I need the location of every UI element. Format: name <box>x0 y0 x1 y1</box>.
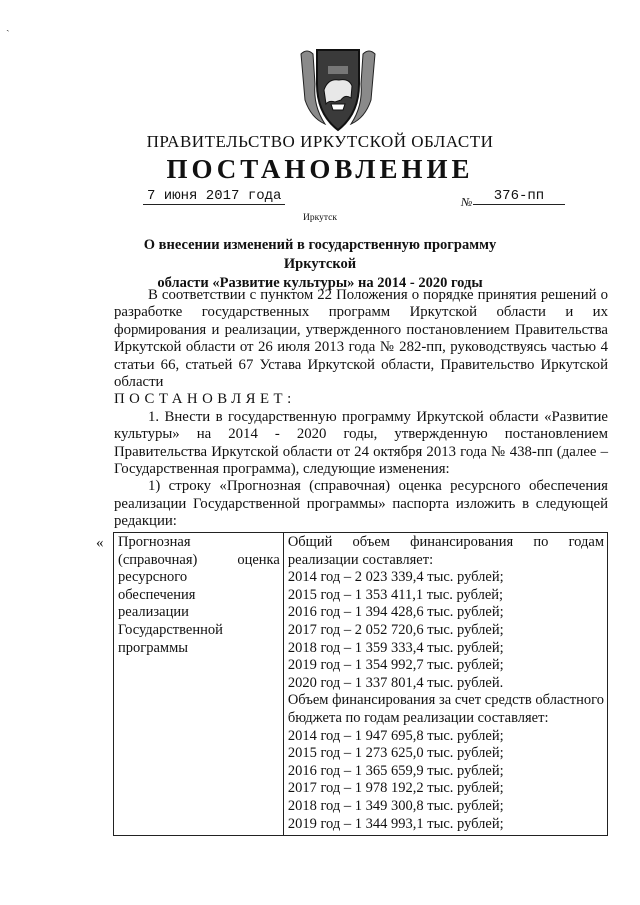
government-name: ПРАВИТЕЛЬСТВО ИРКУТСКОЙ ОБЛАСТИ <box>146 132 494 151</box>
subject-line-2: области «Развитие культуры» на 2014 - 2020 годы <box>157 275 483 291</box>
total-funding-heading: Общий объем финансирования по годам реализации составляет: <box>287 534 604 568</box>
label-line: обеспечения <box>118 586 196 603</box>
funding-line: 2014 год – 2 023 339,4 тыс. рублей; <box>287 569 504 586</box>
table-row <box>114 533 608 836</box>
margin-mark: ˏ <box>6 20 10 32</box>
coat-of-arms-emblem <box>295 44 381 136</box>
label-line: программы <box>118 639 188 656</box>
label-line: Прогнозная <box>118 534 191 550</box>
funding-line: 2015 год – 1 273 625,0 тыс. рублей; <box>287 745 504 762</box>
document-body <box>114 287 608 531</box>
document-number: 376-пп <box>473 188 565 205</box>
funding-line: 2018 год – 1 359 333,4 тыс. рублей; <box>287 639 504 656</box>
document-subject <box>118 236 522 293</box>
item-1-paragraph: 1. Внести в государственную программу Иркутской области «Развитие культуры» на 2014 - 2020 годы, утвержденную постановлением Правительства Иркутской области от 24 октября 2013 года № 438-пп (далее – Государственная программа), следующие изменения: <box>114 408 608 478</box>
label-line: Государственной <box>118 621 223 638</box>
funding-line: 2019 год – 1 344 993,1 тыс. рублей; <box>287 815 504 832</box>
funding-table <box>113 532 608 836</box>
opening-quote-mark: « <box>96 535 104 551</box>
funding-line: 2018 год – 1 349 300,8 тыс. рублей; <box>287 797 504 814</box>
city: Иркутск <box>303 213 337 223</box>
funding-line: 2014 год – 1 947 695,8 тыс. рублей; <box>287 727 504 744</box>
label-line: (справочная) оценка <box>118 551 280 568</box>
funding-line: 2017 год – 2 052 720,6 тыс. рублей; <box>287 621 504 638</box>
funding-line: 2016 год – 1 365 659,9 тыс. рублей; <box>287 762 504 779</box>
label-line: ресурсного <box>118 569 188 586</box>
funding-line: 2019 год – 1 354 992,7 тыс. рублей; <box>287 657 504 674</box>
subject-line-1: О внесении изменений в государственную программу Иркутской <box>143 237 497 272</box>
funding-line: 2015 год – 1 353 411,1 тыс. рублей; <box>287 586 504 603</box>
funding-line: 2020 год – 1 337 801,4 тыс. рублей. <box>287 674 504 691</box>
table-cell-funding <box>283 533 607 836</box>
preamble-paragraph: В соответствии с пунктом 22 Положения о порядке принятия решений о разработке государственных программ Иркутской области и их формирования и реализации, утвержденного постановлением Правительства Иркутской области от 26 июля 2013 года № 282-пп, руководствуясь частью 4 статьи 66, статьей 67 Устава Иркутской области, Правительство Иркутской области <box>114 287 608 391</box>
funding-line: 2016 год – 1 394 428,6 тыс. рублей; <box>287 604 504 621</box>
label-line: реализации <box>118 604 189 621</box>
regional-funding-heading: Объем финансирования за счет средств областного бюджета по годам реализации составляет: <box>287 692 604 726</box>
item-1-1-paragraph: 1) строку «Прогнозная (справочная) оценка ресурсного обеспечения реализации Государственной программы» паспорта изложить в следующей редакции: <box>114 478 608 530</box>
table-cell-label <box>114 533 284 836</box>
document-type: ПОСТАНОВЛЕНИЕ <box>166 154 474 184</box>
number-label: № <box>461 195 473 209</box>
funding-line: 2017 год – 1 978 192,2 тыс. рублей; <box>287 780 504 797</box>
resolves-heading: ПОСТАНОВЛЯЕТ: <box>114 391 296 408</box>
document-date: 7 июня 2017 года <box>143 188 285 205</box>
